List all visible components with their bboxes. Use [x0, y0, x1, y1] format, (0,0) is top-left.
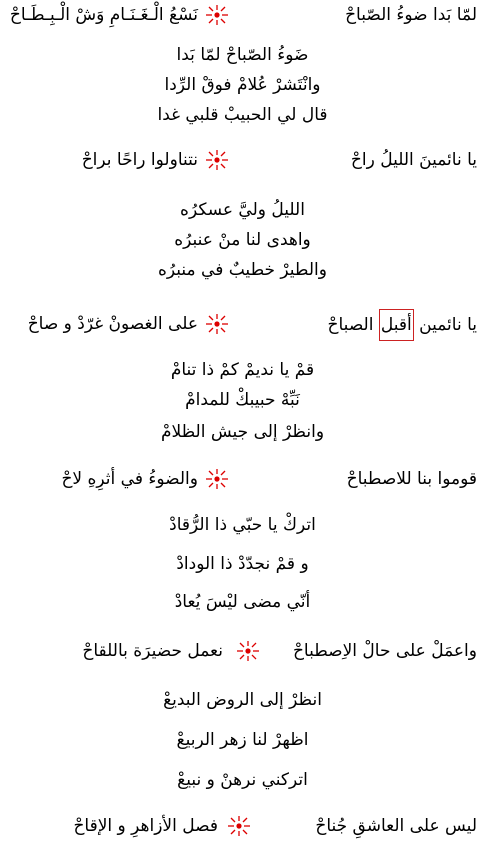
- verse-2-right-hemistich: يا نائمينَ الليلُ راحْ: [350, 150, 477, 170]
- verse-2-left-hemistich: نتناولوا راحًا براحْ: [81, 150, 198, 170]
- verse-1-left-hemistich: نَسْعُ الْـغَـنَـامِ وَشْ الْـبِـطَـاحْ: [9, 5, 198, 25]
- verse-6-left-hemistich: فصل الأزاهرِ و الإقاحْ: [73, 816, 218, 836]
- verse-3-right-post: الصباحْ: [327, 315, 379, 335]
- stanza-5-line-2: اظهرْ لنا زهر الربيعْ: [176, 730, 309, 750]
- red-star-separator-icon: [234, 640, 262, 662]
- stanza-5-line-3: اتركني نرهنْ و نبيعْ: [177, 770, 308, 790]
- verse-5-right-hemistich: واعمَلْ على حالْ الاِصطباحْ: [292, 641, 477, 661]
- stanza-3-line-2: نَبِّهْ حبيبكْ للمدامْ: [185, 390, 300, 410]
- stanza-4-line-2: و قمْ نجدّدْ ذا الودادْ: [176, 554, 309, 574]
- stanza-5-line-1: انظرْ إلى الروض البديعْ: [163, 690, 322, 710]
- red-star-separator-icon: [203, 313, 231, 335]
- red-star-separator-icon: [203, 149, 231, 171]
- stanza-1-line-1: ضَوءُ الصّباحْ لمّا بَدا: [176, 45, 309, 65]
- red-star-separator-icon: [203, 468, 231, 490]
- stanza-1-line-3: قال لي الحبيبْ قلبي غدا: [157, 105, 328, 125]
- verse-4-left-hemistich: والضوءُ في أثرِهِ لاحْ: [61, 469, 198, 489]
- verse-3-highlighted-word: أقبل: [379, 309, 414, 341]
- verse-1-right-hemistich: لمّا بَدا ضوءُ الصّباحْ: [345, 5, 477, 25]
- verse-6-right-hemistich: ليس على العاشقِ جُناحْ: [315, 816, 477, 836]
- stanza-3-line-3: وانظرْ إلى جيش الظلامْ: [160, 422, 325, 442]
- stanza-3-line-1: قمْ يا نديمْ كمْ ذا تنامْ: [170, 360, 315, 380]
- verse-3-left-hemistich: على الغصونْ غرّدْ و صاحْ: [27, 314, 198, 334]
- verse-3-right-pre: يا نائمين: [413, 315, 477, 335]
- stanza-4-line-3: أنّي مضى ليْسَ يُعادْ: [174, 592, 311, 612]
- stanza-1-line-2: وانْتَشرْ عُلامْ فوقْ الرِّدا: [164, 75, 321, 95]
- verse-5-left-hemistich: نعمل حضيرَة باللقاحْ: [82, 641, 223, 661]
- red-star-separator-icon: [203, 4, 231, 26]
- verse-4-right-hemistich: قوموا بنا للاصطباحْ: [346, 469, 477, 489]
- verse-3-right-hemistich: [272, 309, 477, 341]
- red-star-separator-icon: [225, 815, 253, 837]
- stanza-2-line-3: والطيرْ خطيبٌ في منبرُه: [157, 260, 327, 280]
- stanza-2-line-1: الليلُ وليَّ عسكرُه: [180, 200, 305, 220]
- stanza-2-line-2: واهدى لنا منْ عنبرُه: [174, 230, 311, 250]
- stanza-4-line-1: اتركْ يا حبّي ذا الرُّقادْ: [169, 515, 316, 535]
